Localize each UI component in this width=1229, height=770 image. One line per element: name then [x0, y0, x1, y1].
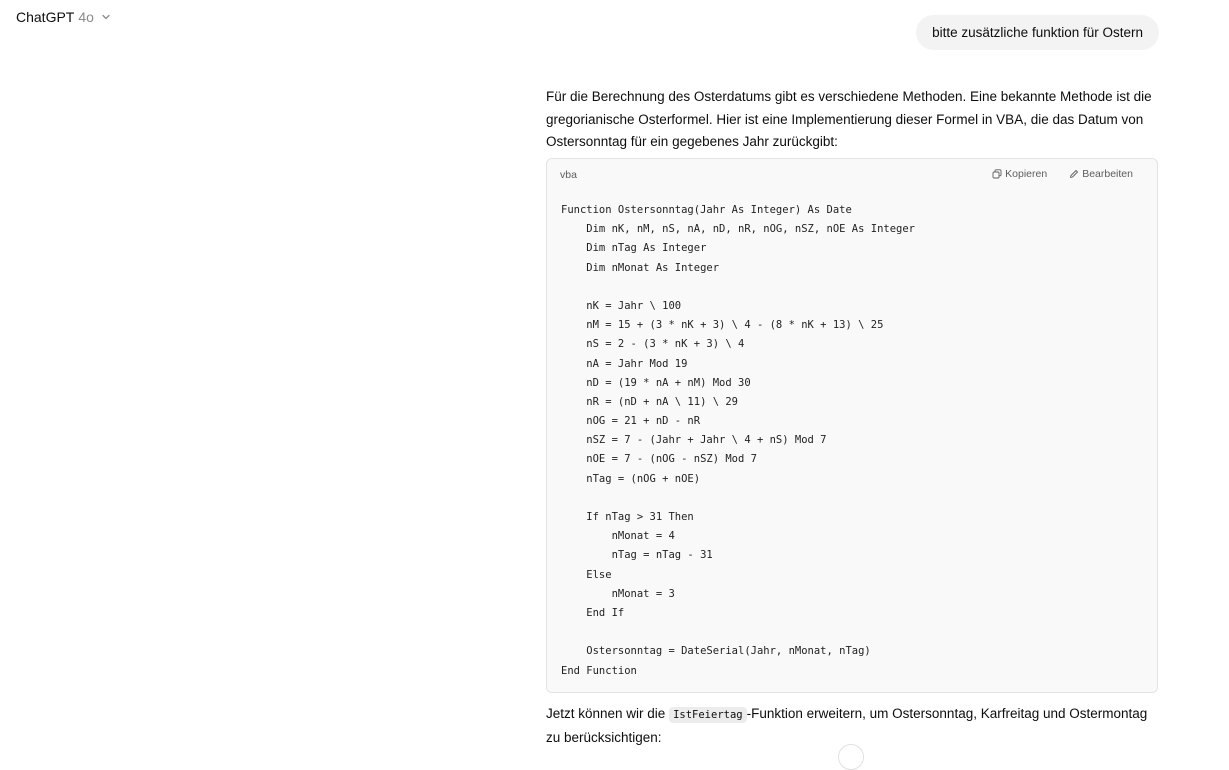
- edit-code-button[interactable]: [1069, 168, 1133, 180]
- code-line: nMonat = 4: [561, 530, 675, 543]
- copy-icon: [992, 169, 1002, 179]
- assistant-message: [546, 86, 1160, 154]
- code-actions: [992, 168, 1133, 180]
- code-line: Else: [561, 568, 612, 581]
- copy-code-button[interactable]: [992, 168, 1047, 180]
- code-language-label: vba: [560, 169, 577, 181]
- followup-suffix: -Funktion erweitern, um Ostersonntag, Karfreitag und Ostermontag zu berücksichtigen:: [546, 706, 1148, 745]
- scroll-down-button[interactable]: [838, 744, 864, 770]
- edit-label: Bearbeiten: [1082, 168, 1133, 180]
- code-line: nMonat = 3: [561, 587, 675, 600]
- code-line: Function Ostersonntag(Jahr As Integer) As Date: [561, 204, 852, 216]
- user-message-bubble: bitte zusätzliche funktion für Ostern: [916, 15, 1159, 50]
- code-block: [546, 158, 1158, 693]
- code-line: [561, 489, 915, 508]
- code-line: nTag = nTag - 31: [561, 549, 713, 562]
- assistant-followup: [546, 703, 1160, 749]
- followup-prefix: Jetzt können wir die: [546, 706, 670, 721]
- code-line: nR = (nD + nA \ 11) \ 29: [561, 395, 739, 408]
- copy-label: Kopieren: [1005, 168, 1048, 180]
- model-name: 4o: [78, 9, 94, 25]
- code-line: nSZ = 7 - (Jahr + Jahr \ 4 + nS) Mod 7: [561, 434, 827, 447]
- code-line: Dim nTag As Integer: [561, 242, 707, 255]
- model-selector[interactable]: [16, 9, 112, 25]
- code-line: Ostersonntag = DateSerial(Jahr, nMonat, nTag): [561, 645, 871, 658]
- assistant-intro-text: Für die Berechnung des Osterdatums gibt es verschiedene Methoden. Eine bekannte Methode ist die gregorianische Osterformel. Hier ist eine Implementierung dieser Formel in VBA, die das Datum von Ostersonntag für ein gegebenes Jahr zurückgibt:: [546, 89, 1152, 149]
- chevron-down-icon: [100, 11, 112, 23]
- code-line: nTag = (nOG + nOE): [561, 472, 701, 485]
- pencil-icon: [1069, 169, 1079, 179]
- code-line: nD = (19 * nA + nM) Mod 30: [561, 376, 751, 389]
- code-line: nOG = 21 + nD - nR: [561, 415, 701, 428]
- code-line: nK = Jahr \ 100: [561, 299, 682, 312]
- code-line: nOE = 7 - (nOG - nSZ) Mod 7: [561, 453, 757, 466]
- code-line: [561, 278, 915, 297]
- app-title: ChatGPT: [16, 9, 75, 25]
- code-content: [561, 201, 915, 681]
- inline-code: IstFeiertag: [669, 707, 747, 723]
- code-line: Dim nK, nM, nS, nA, nD, nR, nOG, nSZ, nOE As Integer: [561, 223, 916, 236]
- code-line: nS = 2 - (3 * nK + 3) \ 4: [561, 338, 745, 351]
- code-line: Dim nMonat As Integer: [561, 261, 720, 274]
- code-line: End Function: [561, 664, 637, 677]
- code-line: nA = Jahr Mod 19: [561, 357, 688, 370]
- code-line: nM = 15 + (3 * nK + 3) \ 4 - (8 * nK + 13) \ 25: [561, 319, 884, 332]
- code-line: If nTag > 31 Then: [561, 511, 694, 523]
- code-line: [561, 623, 915, 642]
- assistant-followup-text: [546, 703, 1160, 749]
- code-line: End If: [561, 606, 625, 619]
